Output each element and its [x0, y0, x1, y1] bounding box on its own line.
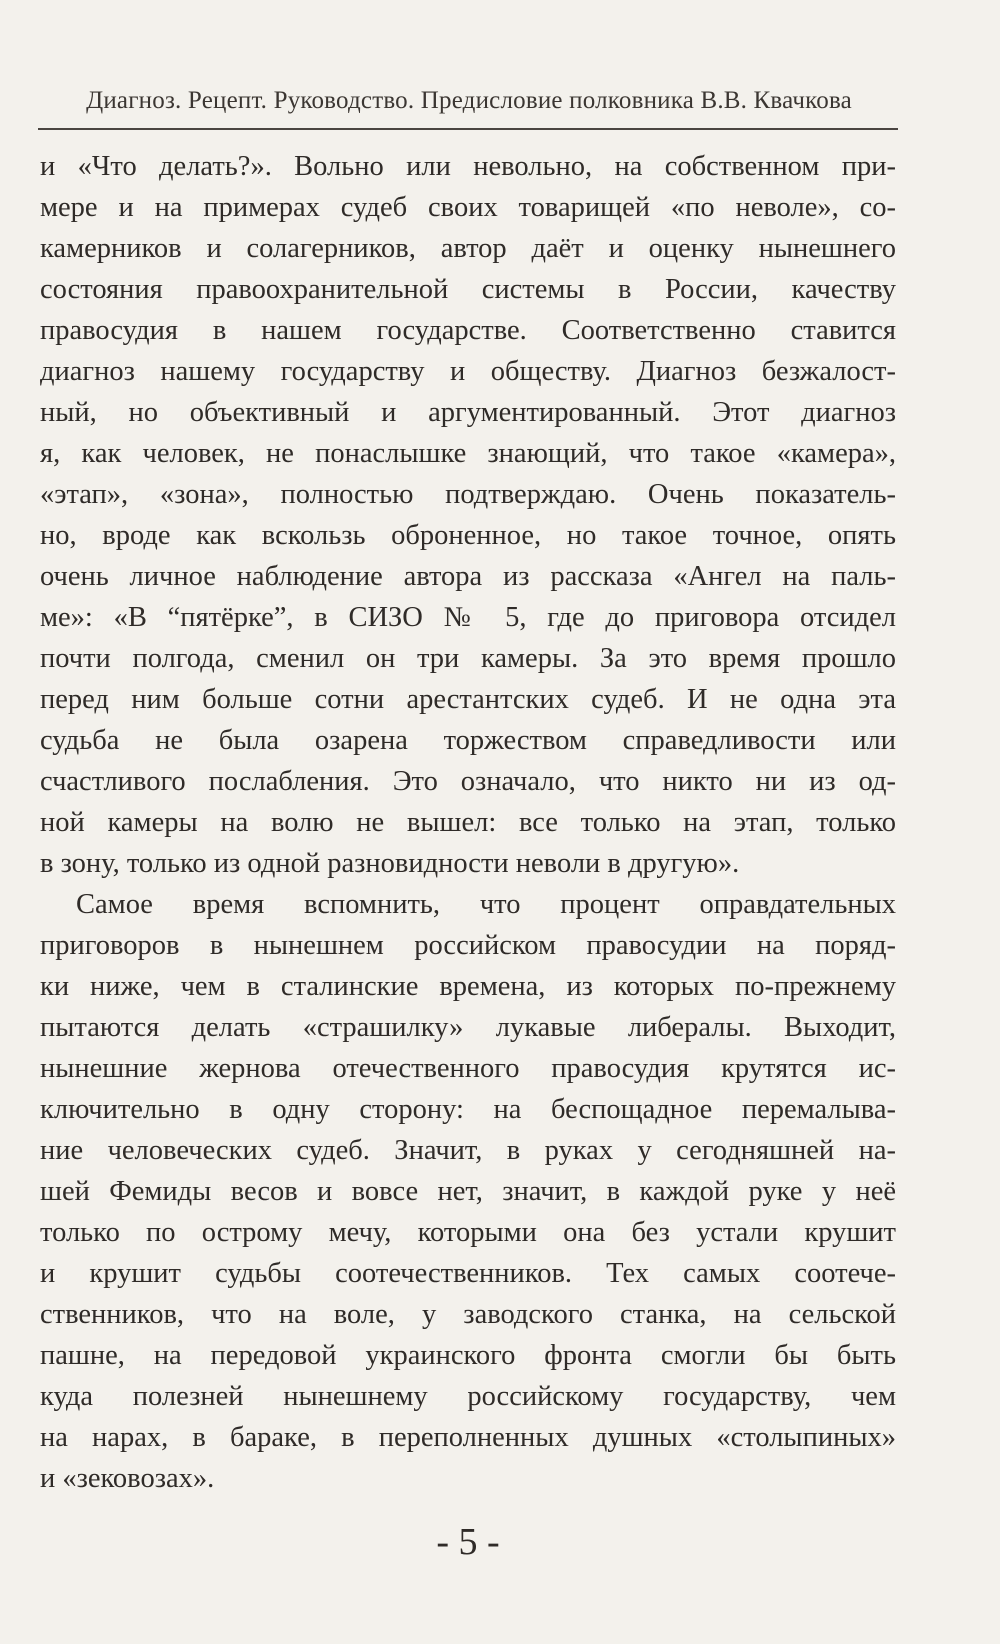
text-line: и крушит судьбы соотечественников. Тех самых соотече- [40, 1258, 896, 1289]
text-line: на нарах, в бараке, в переполненных душных «столыпиных» [40, 1422, 896, 1453]
text-line: пытаются делать «страшилку» лукавые либералы. Выходит, [40, 1012, 896, 1043]
text-line: почти полгода, сменил он три камеры. За это время прошло [40, 643, 896, 674]
body-text [40, 146, 896, 1499]
header-rule [38, 128, 898, 130]
text-line: ключительно в одну сторону: на беспощадное перемалыва- [40, 1094, 896, 1125]
text-line: и «Что делать?». Вольно или невольно, на собственном при- [40, 151, 896, 182]
text-line: «этап», «зона», полностью подтверждаю. Очень показатель- [40, 479, 896, 510]
text-line: приговоров в нынешнем российском правосудии на поряд- [40, 930, 896, 961]
text-line: нынешние жернова отечественного правосудия крутятся ис- [40, 1053, 896, 1084]
text-line: Самое время вспомнить, что процент оправдательных [76, 889, 896, 920]
text-line: ной камеры на волю не вышел: все только на этап, только [40, 807, 896, 838]
text-line: в зону, только из одной разновидности неволи в другую». [40, 848, 740, 879]
text-line: я, как человек, не понаслышке знающий, что такое «камера», [40, 438, 896, 469]
text-line: шей Фемиды весов и вовсе нет, значит, в каждой руке у неё [40, 1176, 896, 1207]
text-line: очень личное наблюдение автора из рассказа «Ангел на паль- [40, 561, 896, 592]
text-line: пашне, на передовой украинского фронта смогли бы быть [40, 1340, 896, 1371]
text-line: ме»: «В “пятёрке”, в СИЗО № 5, где до приговора отсидел [40, 602, 896, 633]
text-line: правосудия в нашем государстве. Соответственно ставится [40, 315, 896, 346]
text-line: состояния правоохранительной системы в России, качеству [40, 274, 896, 305]
text-line: только по острому мечу, которыми она без устали крушит [40, 1217, 896, 1248]
text-line: ный, но объективный и аргументированный. Этот диагноз [40, 397, 896, 428]
text-line: мере и на примерах судеб своих товарищей «по неволе», со- [40, 192, 896, 223]
text-line: ственников, что на воле, у заводского станка, на сельской [40, 1299, 896, 1330]
text-line: и «зековозах». [40, 1463, 215, 1494]
text-line: ние человеческих судеб. Значит, в руках у сегодняшней на- [40, 1135, 896, 1166]
text-line: куда полезней нынешнему российскому государству, чем [40, 1381, 896, 1412]
text-line: судьба не была озарена торжеством справедливости или [40, 725, 896, 756]
text-line: камерников и солагерников, автор даёт и оценку нынешнего [40, 233, 896, 264]
paragraph-1 [40, 146, 896, 884]
running-head: Диагноз. Рецепт. Руководство. Предисловие полковника В.В. Квачкова [86, 87, 852, 114]
text-line: перед ним больше сотни арестантских судеб. И не одна эта [40, 684, 896, 715]
text-line: но, вроде как вскользь оброненное, но такое точное, опять [40, 520, 896, 551]
paragraph-2 [40, 884, 896, 1499]
text-line: ки ниже, чем в сталинские времена, из которых по-прежнему [40, 971, 896, 1002]
text-line: диагноз нашему государству и обществу. Диагноз безжалост- [40, 356, 896, 387]
text-line: счастливого послабления. Это означало, что никто ни из од- [40, 766, 896, 797]
page-number: - 5 - [436, 1521, 500, 1563]
